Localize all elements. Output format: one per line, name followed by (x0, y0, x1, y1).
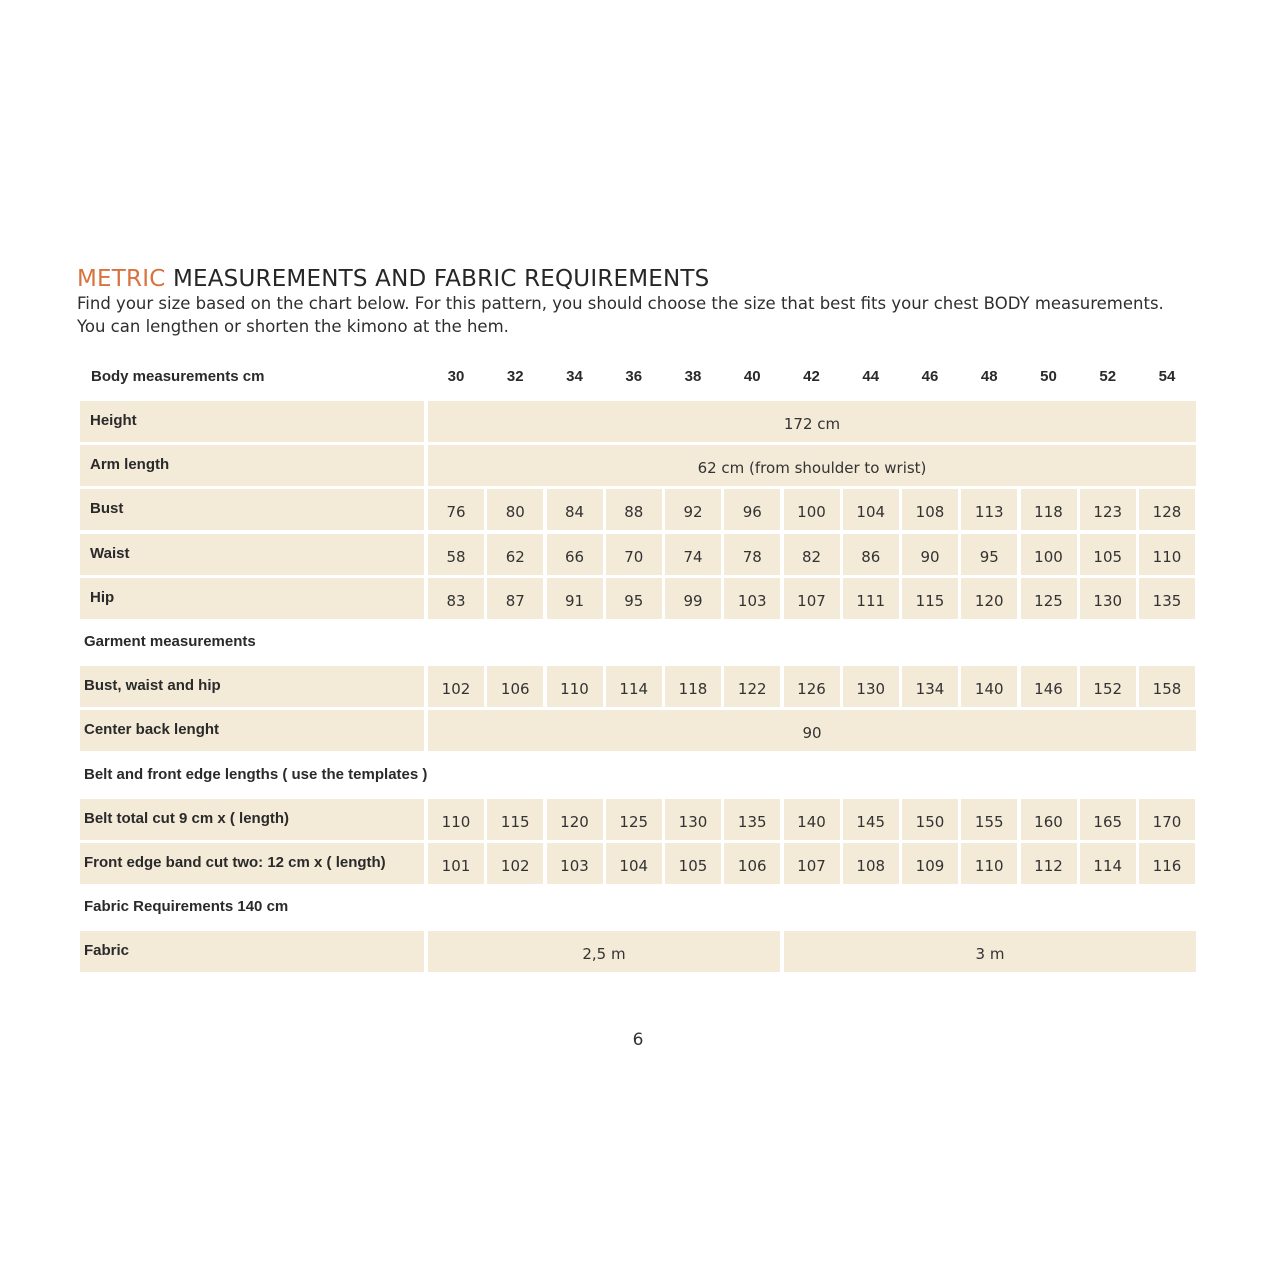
intro-line-2: You can lengthen or shorten the kimono at the hem. (77, 317, 509, 336)
garment-row-0-value: 118 (665, 666, 721, 707)
belt-row-1-value: 109 (902, 843, 958, 884)
body-row-bust-value: 113 (961, 489, 1017, 530)
garment-row-0-value: 106 (487, 666, 543, 707)
body-row-arm-length (80, 445, 1196, 486)
body-row-bust-value: 108 (902, 489, 958, 530)
body-row-waist-value: 86 (843, 534, 899, 575)
size-header-label: Body measurements cm (91, 368, 265, 385)
body-row-bust-value: 104 (843, 489, 899, 530)
body-row-hip-value: 111 (843, 578, 899, 619)
belt-row-0-value: 155 (961, 799, 1017, 840)
size-header-40: 40 (743, 368, 761, 385)
body-row-waist-value: 100 (1021, 534, 1077, 575)
body-row-hip-value: 107 (784, 578, 840, 619)
belt-row-0-value: 115 (487, 799, 543, 840)
size-header-34: 34 (566, 368, 583, 385)
body-row-waist-value: 95 (961, 534, 1017, 575)
body-row-hip-value: 103 (724, 578, 780, 619)
garment-row-0-value: 130 (843, 666, 899, 707)
body-row-waist (80, 534, 1196, 575)
body-row-hip (80, 578, 1196, 619)
body-row-height-span-value: 172 cm (428, 401, 1196, 442)
size-header-row (80, 368, 1196, 398)
body-row-bust-value: 96 (724, 489, 780, 530)
body-row-hip-value: 83 (428, 578, 484, 619)
size-header-54: 54 (1158, 368, 1176, 385)
garment-row-1-span-value: 90 (428, 710, 1196, 751)
belt-row-0-value: 125 (606, 799, 662, 840)
belt-row-1-value: 110 (961, 843, 1017, 884)
belt-row-1-label: Front edge band cut two: 12 cm x ( length) (80, 843, 424, 884)
garment-row-0-value: 102 (428, 666, 484, 707)
garment-row-1-label: Center back lenght (80, 710, 424, 751)
size-header-48: 48 (980, 368, 998, 385)
garment-row-0-value: 122 (724, 666, 780, 707)
body-row-height (80, 401, 1196, 442)
size-header-52: 52 (1099, 368, 1117, 385)
body-row-hip-value: 91 (547, 578, 603, 619)
belt-row-1-value: 116 (1139, 843, 1195, 884)
belt-row-1-value: 102 (487, 843, 543, 884)
fabric-amount-small: 2,5 m (428, 931, 780, 972)
fabric-row (80, 931, 1196, 972)
belt-row-1-value: 108 (843, 843, 899, 884)
belt-row-0-value: 145 (843, 799, 899, 840)
belt-row-0-value: 130 (665, 799, 721, 840)
garment-row-1 (80, 710, 1196, 751)
body-row-waist-value: 82 (784, 534, 840, 575)
title-rest: MEASUREMENTS AND FABRIC REQUIREMENTS (165, 266, 710, 292)
size-header-30: 30 (447, 368, 465, 385)
size-header-50: 50 (1040, 368, 1057, 385)
belt-section-heading: Belt and front edge lengths ( use the templates ) (84, 766, 428, 783)
body-row-waist-value: 74 (665, 534, 721, 575)
body-row-hip-value: 95 (606, 578, 662, 619)
body-row-bust-value: 128 (1139, 489, 1195, 530)
body-row-waist-value: 62 (487, 534, 543, 575)
fabric-section-row (80, 898, 1196, 928)
belt-row-1-value: 104 (606, 843, 662, 884)
body-row-bust-value: 92 (665, 489, 721, 530)
body-row-waist-value: 105 (1080, 534, 1136, 575)
body-row-hip-value: 135 (1139, 578, 1195, 619)
garment-row-0-value: 110 (547, 666, 603, 707)
title-accent: METRIC (77, 266, 166, 292)
garment-section-heading: Garment measurements (84, 633, 256, 650)
body-row-bust-value: 123 (1080, 489, 1136, 530)
belt-row-1-value: 114 (1080, 843, 1136, 884)
page-number: 6 (632, 1030, 644, 1050)
belt-row-0-value: 120 (547, 799, 603, 840)
body-row-waist-value: 66 (547, 534, 603, 575)
size-header-32: 32 (506, 368, 524, 385)
body-row-bust-value: 118 (1021, 489, 1077, 530)
belt-row-0-value: 165 (1080, 799, 1136, 840)
body-row-bust-value: 84 (547, 489, 603, 530)
belt-row-1-value: 106 (724, 843, 780, 884)
belt-row-0-value: 150 (902, 799, 958, 840)
intro-text (77, 292, 1197, 338)
body-row-hip-value: 115 (902, 578, 958, 619)
fabric-row-label: Fabric (80, 931, 424, 972)
belt-row-1-value: 112 (1021, 843, 1077, 884)
belt-row-0 (80, 799, 1196, 840)
size-header-46: 46 (921, 368, 939, 385)
belt-row-1 (80, 843, 1196, 884)
belt-row-0-value: 170 (1139, 799, 1195, 840)
body-row-hip-value: 130 (1080, 578, 1136, 619)
body-row-arm-length-label: Arm length (80, 445, 424, 486)
garment-row-0-value: 140 (961, 666, 1017, 707)
size-header-36: 36 (625, 368, 643, 385)
belt-row-1-value: 103 (547, 843, 603, 884)
size-header-38: 38 (684, 368, 702, 385)
garment-row-0 (80, 666, 1196, 707)
garment-row-0-value: 146 (1021, 666, 1077, 707)
garment-row-0-value: 114 (606, 666, 662, 707)
belt-row-0-label: Belt total cut 9 cm x ( length) (80, 799, 424, 840)
body-row-waist-value: 90 (902, 534, 958, 575)
body-row-waist-value: 58 (428, 534, 484, 575)
garment-row-0-value: 152 (1080, 666, 1136, 707)
intro-line-1: Find your size based on the chart below. For this pattern, you should choose the size that best fits your chest BODY measurements. (77, 294, 1164, 313)
belt-row-0-value: 110 (428, 799, 484, 840)
body-row-hip-value: 87 (487, 578, 543, 619)
size-header-42: 42 (803, 368, 820, 385)
garment-section-row (80, 633, 1196, 663)
fabric-section-heading: Fabric Requirements 140 cm (84, 898, 289, 915)
garment-row-0-label: Bust, waist and hip (80, 666, 424, 707)
size-header-44: 44 (862, 368, 880, 385)
body-row-waist-value: 78 (724, 534, 780, 575)
body-row-arm-length-span-value: 62 cm (from shoulder to wrist) (428, 445, 1196, 486)
garment-row-0-value: 126 (784, 666, 840, 707)
body-row-bust-label: Bust (80, 489, 424, 530)
belt-row-0-value: 140 (784, 799, 840, 840)
belt-row-0-value: 135 (724, 799, 780, 840)
body-row-waist-value: 110 (1139, 534, 1195, 575)
belt-section-row (80, 766, 1196, 796)
body-row-waist-label: Waist (80, 534, 424, 575)
body-row-bust-value: 88 (606, 489, 662, 530)
body-row-hip-value: 99 (665, 578, 721, 619)
page-title (77, 265, 709, 293)
body-row-hip-value: 125 (1021, 578, 1077, 619)
belt-row-0-value: 160 (1021, 799, 1077, 840)
body-row-bust-value: 76 (428, 489, 484, 530)
body-row-waist-value: 70 (606, 534, 662, 575)
garment-row-0-value: 158 (1139, 666, 1195, 707)
body-row-bust-value: 80 (487, 489, 543, 530)
belt-row-1-value: 101 (428, 843, 484, 884)
fabric-amount-large: 3 m (784, 931, 1196, 972)
body-row-bust-value: 100 (784, 489, 840, 530)
body-row-bust (80, 489, 1196, 530)
belt-row-1-value: 107 (784, 843, 840, 884)
garment-row-0-value: 134 (902, 666, 958, 707)
body-row-hip-value: 120 (961, 578, 1017, 619)
belt-row-1-value: 105 (665, 843, 721, 884)
body-row-height-label: Height (80, 401, 424, 442)
body-row-hip-label: Hip (80, 578, 424, 619)
